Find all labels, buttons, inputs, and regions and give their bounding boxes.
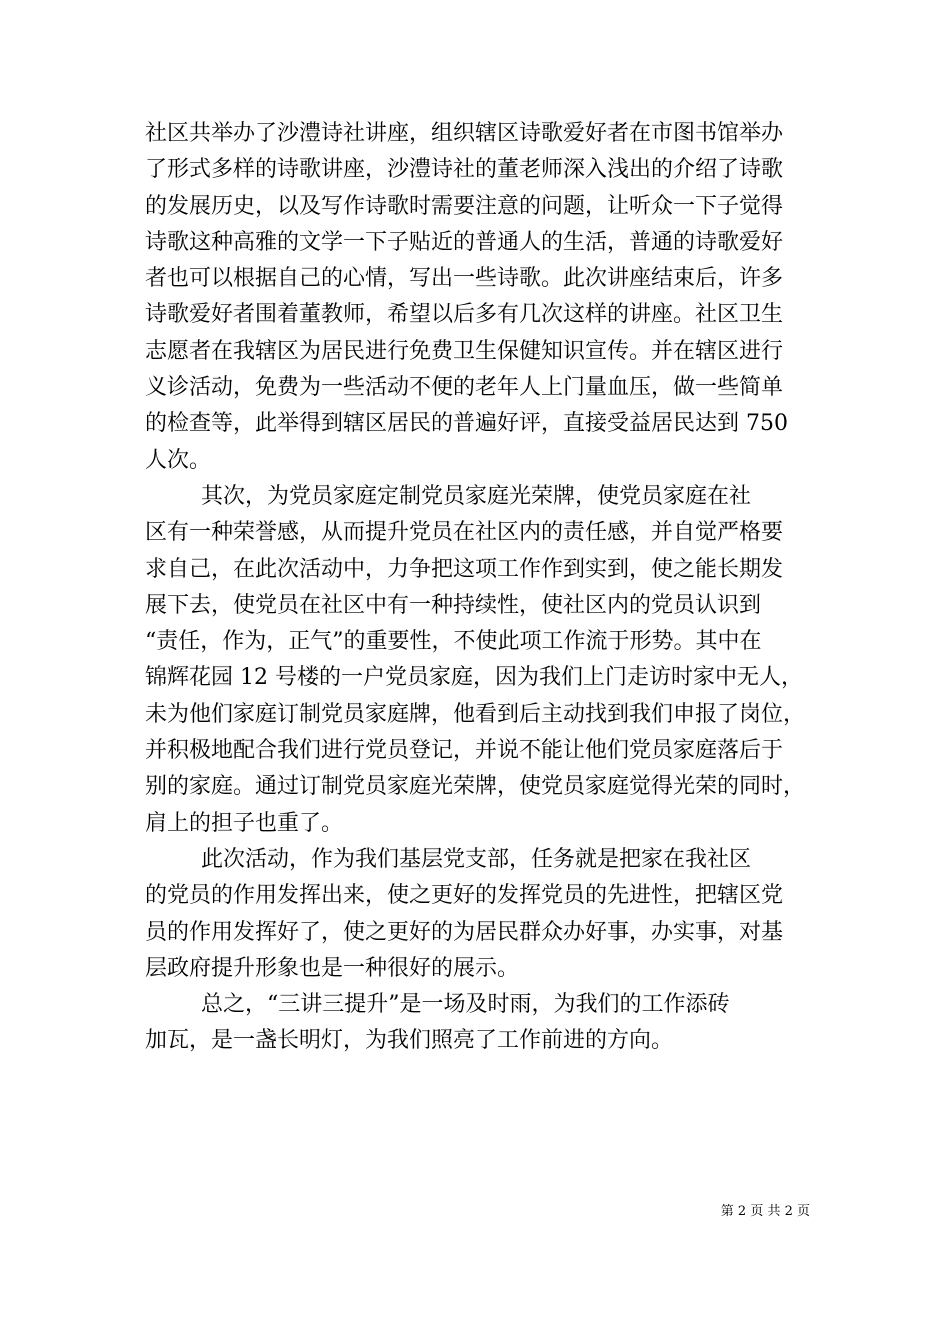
- body-text: [145, 116, 817, 1060]
- text-line: 别的家庭。通过订制党员家庭光荣牌，使党员家庭觉得光荣的同时，: [145, 774, 806, 800]
- text-line: 的检查等，此举得到辖区居民的普遍好评，直接受益居民达到 750: [145, 411, 788, 437]
- text-line: 的党员的作用发挥出来，使之更好的发挥党员的先进性，把辖区党: [145, 883, 784, 909]
- text-line: 者也可以根据自己的心情，写出一些诗歌。此次讲座结束后，许多: [145, 266, 784, 292]
- text-line: 未为他们家庭订制党员家庭牌，他看到后主动找到我们申报了岗位，: [145, 701, 806, 727]
- text-line: 并积极地配合我们进行党员登记，并说不能让他们党员家庭落后于: [145, 738, 784, 764]
- text-line: 总之，“三讲三提升”是一场及时雨，为我们的工作添砖: [145, 992, 730, 1018]
- text-line: 加瓦，是一盏长明灯，为我们照亮了工作前进的方向。: [145, 1028, 674, 1054]
- text-line: 展下去，使党员在社区中有一种持续性，使社区内的党员认识到: [145, 592, 762, 618]
- text-line: 人次。: [145, 447, 212, 473]
- text-line: 求自己，在此次活动中，力争把这项工作作到实到，使之能长期发: [145, 556, 784, 582]
- text-line: 其次，为党员家庭定制党员家庭光荣牌，使党员家庭在社: [145, 483, 751, 509]
- text-line: “责任，作为，正气”的重要性，不使此项工作流于形势。其中在: [145, 629, 762, 655]
- text-line: 锦辉花园 12 号楼的一户党员家庭，因为我们上门走访时家中无人，: [145, 665, 803, 691]
- text-line: 肩上的担子也重了。: [145, 810, 344, 836]
- text-line: 社区共举办了沙澧诗社讲座，组织辖区诗歌爱好者在市图书馆举办: [145, 121, 784, 146]
- page-number: 第 2 页 共 2 页: [720, 1204, 810, 1219]
- text-line: 了形式多样的诗歌讲座，沙澧诗社的董老师深入浅出的介绍了诗歌: [145, 157, 784, 183]
- text-line: 诗歌爱好者围着董教师，希望以后多有几次这样的讲座。社区卫生: [145, 302, 784, 328]
- text-line: 员的作用发挥好了，使之更好的为居民群众办好事，办实事，对基: [145, 919, 784, 945]
- text-line: 志愿者在我辖区为居民进行免费卫生保健知识宣传。并在辖区进行: [145, 338, 784, 364]
- text-line: 区有一种荣誉感，从而提升党员在社区内的责任感，并自觉严格要: [145, 520, 784, 546]
- text-line: 此次活动，作为我们基层党支部，任务就是把家在我社区: [145, 846, 751, 872]
- text-line: 义诊活动，免费为一些活动不便的老年人上门量血压，做一些简单: [145, 375, 784, 401]
- text-line: 层政府提升形象也是一种很好的展示。: [145, 955, 520, 981]
- text-line: 诗歌这种高雅的文学一下子贴近的普通人的生活，普通的诗歌爱好: [145, 229, 784, 255]
- text-line: 的发展历史，以及写作诗歌时需要注意的问题，让听众一下子觉得: [145, 193, 784, 219]
